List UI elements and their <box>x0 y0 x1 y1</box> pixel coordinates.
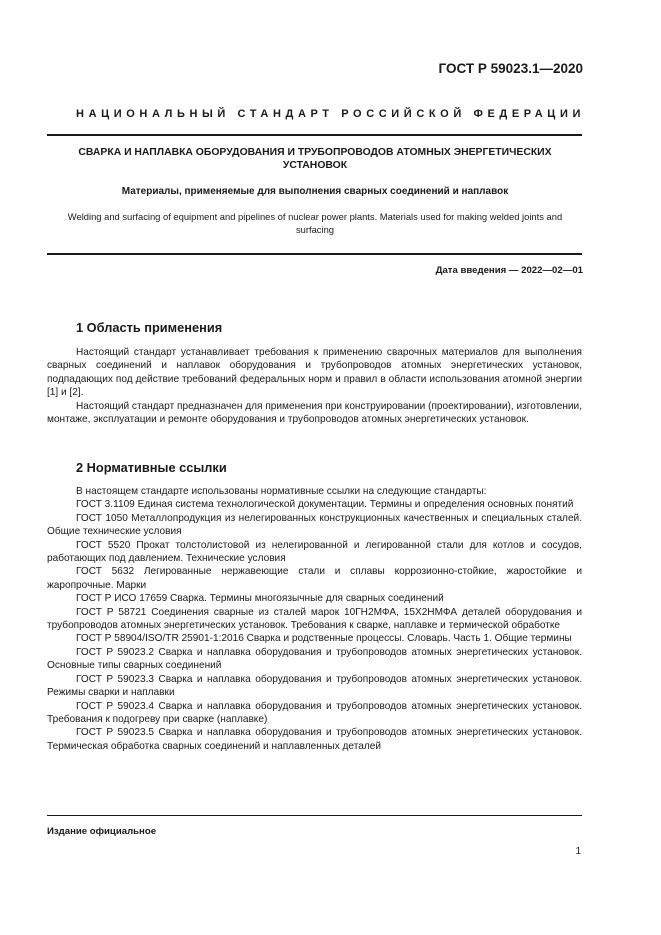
reference-item: ГОСТ Р 58904/ISO/TR 25901-1:2016 Сварка и родственные процессы. Словарь. Часть 1. Общие термины <box>76 633 572 645</box>
top-divider <box>47 134 582 136</box>
paragraph: В настоящем стандарте использованы нормативные ссылки на следующие стандарты: <box>76 486 487 497</box>
paragraph: Настоящий стандарт устанавливает требования к применению сварочных материалов для выполнения сварных соединений и наплавок оборудования и трубопроводов атомных энергетических установок, подпадающих под действие требований федеральных норм и правил в области использования атомной энергии [1] и [2]. <box>47 347 582 399</box>
introduction-date: Дата введения — 2022—02—01 <box>435 265 583 276</box>
reference-item: ГОСТ 5632 Легированные нержавеющие стали и сплавы коррозионно-стойкие, жаростойкие и жаропрочные. Марки <box>47 566 582 591</box>
reference-item: ГОСТ 3.1109 Единая система технологической документации. Термины и определения основных понятий <box>76 499 574 511</box>
reference-item: ГОСТ Р 58721 Соединения сварные из сталей марок 10ГН2МФА, 15Х2НМФА деталей оборудования и трубопроводов атомных энергетических установок. Требования к сварке, наплавке и термической обработке <box>47 606 582 632</box>
reference-item: ГОСТ Р 59023.4 Сварка и наплавка оборудования и трубопроводов атомных энергетических установок. Требования к подогреву при сварке (наплавке) <box>47 700 582 725</box>
document-code: ГОСТ Р 59023.1—2020 <box>438 61 583 76</box>
document-title: СВАРКА И НАПЛАВКА ОБОРУДОВАНИЯ И ТРУБОПРОВОДОВ АТОМНЫХ ЭНЕРГЕТИЧЕСКИХ УСТАНОВОК <box>78 147 552 171</box>
section-body-references <box>47 485 582 753</box>
section-heading-scope: 1 Область применения <box>76 320 223 335</box>
reference-item: ГОСТ 5520 Прокат толстолистовой из нелегированной и легированной стали для котлов и сосудов, работающих под давлением. Технические условия <box>47 539 582 565</box>
section-body-scope <box>47 346 582 426</box>
footer-divider <box>47 815 582 816</box>
paragraph: Настоящий стандарт предназначен для применения при конструировании (проектировании), изготовлении, монтаже, эксплуатации и ремонте оборудования и трубопроводов атомных энергетических установок. <box>47 400 583 426</box>
reference-item: ГОСТ 1050 Металлопродукция из нелегированных конструкционных качественных и специальных сталей. Общие технические условия <box>47 512 582 538</box>
reference-item: ГОСТ Р 59023.2 Сварка и наплавка оборудования и трубопроводов атомных энергетических установок. Основные типы сварных соединений <box>47 646 582 672</box>
section-heading-references: 2 Нормативные ссылки <box>76 460 227 475</box>
english-title: Welding and surfacing of equipment and pipelines of nuclear power plants. Materials used for making welded joints and surfacing <box>67 211 563 235</box>
document-subtitle: Материалы, применяемые для выполнения сварных соединений и наплавок <box>121 186 509 197</box>
official-edition-label: Издание официальное <box>47 826 157 837</box>
national-standard-banner: НАЦИОНАЛЬНЫЙ СТАНДАРТ РОССИЙСКОЙ ФЕДЕРАЦИИ <box>76 108 585 120</box>
reference-item: ГОСТ Р ИСО 17659 Сварка. Термины многоязычные для сварных соединений <box>76 593 444 605</box>
reference-item: ГОСТ Р 59023.5 Сварка и наплавка оборудования и трубопроводов атомных энергетических установок. Термическая обработка сварных соединений и наплавленных деталей <box>47 727 582 752</box>
title-divider <box>47 253 582 255</box>
page-number: 1 <box>575 846 581 857</box>
reference-item: ГОСТ Р 59023.3 Сварка и наплавка оборудования и трубопроводов атомных энергетических установок. Режимы сварки и наплавки <box>47 673 582 699</box>
